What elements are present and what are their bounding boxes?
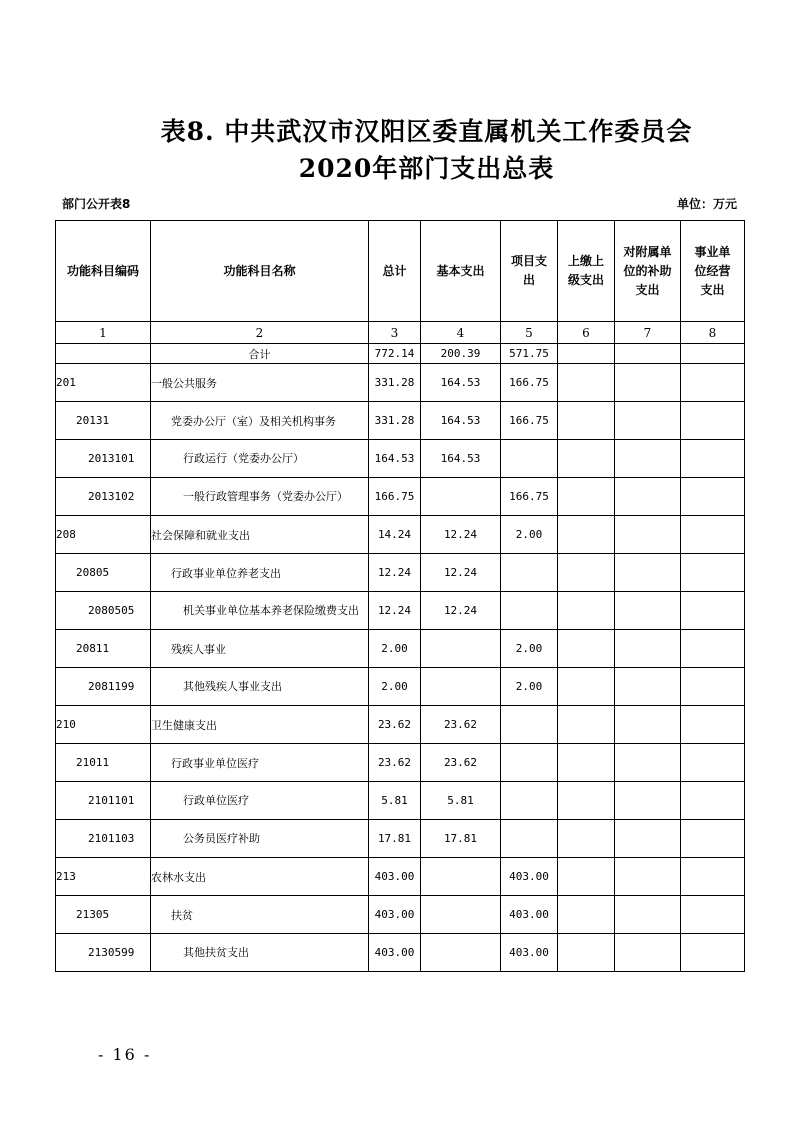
- code-cell: 201: [56, 364, 151, 402]
- total-cell: 23.62: [369, 706, 421, 744]
- table-row: [56, 440, 745, 478]
- upper-cell: [558, 858, 615, 896]
- code-cell: 2013101: [56, 440, 151, 478]
- name-cell: 农林水支出: [151, 858, 369, 896]
- upper-cell: [558, 630, 615, 668]
- expenditure-table: [55, 220, 745, 972]
- name-cell: 卫生健康支出: [151, 706, 369, 744]
- column-header-text: 事业单: [694, 244, 731, 259]
- upper-cell: [558, 668, 615, 706]
- subsidy-cell: [615, 402, 681, 440]
- basic-cell: [421, 858, 501, 896]
- table-row: [56, 402, 745, 440]
- unit-label: 单位：万元: [676, 197, 737, 211]
- total-row: [56, 344, 745, 364]
- name-cell: 行政运行（党委办公厅）: [151, 440, 369, 478]
- column-number: 6: [558, 322, 615, 344]
- name-cell: 行政单位医疗: [151, 782, 369, 820]
- column-header-text: 支出: [635, 282, 660, 297]
- business-cell: [681, 554, 745, 592]
- name-cell: 机关事业单位基本养老保险缴费支出: [151, 592, 369, 630]
- column-header: [56, 221, 151, 322]
- total-cell: 23.62: [369, 744, 421, 782]
- code-cell: 2130599: [56, 934, 151, 972]
- column-header-text: 功能科目编码: [66, 263, 139, 278]
- upper-cell: [558, 820, 615, 858]
- column-number: 2: [151, 322, 369, 344]
- basic-cell: 5.81: [421, 782, 501, 820]
- column-header-text: 支出: [700, 282, 725, 297]
- code-cell: 20805: [56, 554, 151, 592]
- column-header-text: 级支出: [567, 273, 604, 287]
- name-cell: 行政事业单位养老支出: [151, 554, 369, 592]
- name-cell: 社会保障和就业支出: [151, 516, 369, 554]
- name-cell: 党委办公厅（室）及相关机构事务: [151, 402, 369, 440]
- subsidy-cell: [615, 858, 681, 896]
- code-cell: 2081199: [56, 668, 151, 706]
- table-row: [56, 668, 745, 706]
- project-cell: [501, 592, 558, 630]
- table-row: [56, 744, 745, 782]
- total-cell: 164.53: [369, 440, 421, 478]
- business-cell: [681, 402, 745, 440]
- subsidy-cell: [615, 934, 681, 972]
- table-row: [56, 364, 745, 402]
- total-cell: 403.00: [369, 896, 421, 934]
- table-row: [56, 516, 745, 554]
- business-cell: [681, 934, 745, 972]
- upper-cell: [558, 554, 615, 592]
- project-cell: 166.75: [501, 402, 558, 440]
- business-cell: [681, 630, 745, 668]
- table-row: [56, 896, 745, 934]
- column-header-text: 基本支出: [436, 263, 485, 278]
- code-cell: 21011: [56, 744, 151, 782]
- name-cell: 一般行政管理事务（党委办公厅）: [151, 478, 369, 516]
- column-number: 3: [369, 322, 421, 344]
- total-name-cell: 合计: [151, 344, 369, 364]
- upper-cell: [558, 744, 615, 782]
- total-code-cell: [56, 344, 151, 364]
- total-upper-cell: [558, 344, 615, 364]
- table-row: [56, 858, 745, 896]
- business-cell: [681, 516, 745, 554]
- page-number: - 16 -: [98, 1045, 152, 1064]
- project-cell: [501, 782, 558, 820]
- total-project-cell: 571.75: [501, 344, 558, 364]
- table-row: [56, 820, 745, 858]
- code-cell: 2101101: [56, 782, 151, 820]
- column-header-text: 出: [522, 273, 535, 287]
- business-cell: [681, 478, 745, 516]
- code-cell: 2013102: [56, 478, 151, 516]
- column-header-text: 上缴上: [567, 254, 604, 268]
- total-cell: 403.00: [369, 858, 421, 896]
- basic-cell: [421, 668, 501, 706]
- code-cell: 208: [56, 516, 151, 554]
- subsidy-cell: [615, 668, 681, 706]
- business-cell: [681, 440, 745, 478]
- column-header: [615, 221, 681, 322]
- upper-cell: [558, 934, 615, 972]
- column-number-row: [56, 322, 745, 344]
- total-cell: 2.00: [369, 668, 421, 706]
- subsidy-cell: [615, 592, 681, 630]
- basic-cell: 23.62: [421, 706, 501, 744]
- upper-cell: [558, 440, 615, 478]
- project-cell: 403.00: [501, 858, 558, 896]
- name-cell: 公务员医疗补助: [151, 820, 369, 858]
- basic-cell: [421, 478, 501, 516]
- table-body: [56, 322, 745, 972]
- project-cell: 403.00: [501, 934, 558, 972]
- subsidy-cell: [615, 782, 681, 820]
- column-header-text: 总计: [382, 263, 407, 278]
- project-cell: [501, 744, 558, 782]
- column-header-text: 对附属单: [623, 244, 672, 259]
- upper-cell: [558, 706, 615, 744]
- name-cell: 其他扶贫支出: [151, 934, 369, 972]
- upper-cell: [558, 592, 615, 630]
- column-number: 7: [615, 322, 681, 344]
- upper-cell: [558, 516, 615, 554]
- business-cell: [681, 364, 745, 402]
- project-cell: 2.00: [501, 668, 558, 706]
- project-cell: 2.00: [501, 630, 558, 668]
- basic-cell: 12.24: [421, 554, 501, 592]
- subsidy-cell: [615, 896, 681, 934]
- code-cell: 210: [56, 706, 151, 744]
- code-cell: 21305: [56, 896, 151, 934]
- total-cell: 17.81: [369, 820, 421, 858]
- upper-cell: [558, 896, 615, 934]
- code-cell: 213: [56, 858, 151, 896]
- business-cell: [681, 668, 745, 706]
- column-header: [421, 221, 501, 322]
- business-cell: [681, 592, 745, 630]
- basic-cell: 23.62: [421, 744, 501, 782]
- business-cell: [681, 706, 745, 744]
- total-cell: 331.28: [369, 402, 421, 440]
- table-row: [56, 554, 745, 592]
- project-cell: 166.75: [501, 478, 558, 516]
- upper-cell: [558, 364, 615, 402]
- business-cell: [681, 896, 745, 934]
- name-cell: 一般公共服务: [151, 364, 369, 402]
- basic-cell: 12.24: [421, 516, 501, 554]
- total-cell: 5.81: [369, 782, 421, 820]
- name-cell: 扶贫: [151, 896, 369, 934]
- table-row: [56, 478, 745, 516]
- basic-cell: 164.53: [421, 364, 501, 402]
- column-header-text: 项目支: [510, 254, 547, 268]
- subsidy-cell: [615, 516, 681, 554]
- table-row: [56, 782, 745, 820]
- subsidy-cell: [615, 706, 681, 744]
- project-cell: 166.75: [501, 364, 558, 402]
- basic-cell: 164.53: [421, 402, 501, 440]
- total-basic-cell: 200.39: [421, 344, 501, 364]
- basic-cell: 12.24: [421, 592, 501, 630]
- column-number: 5: [501, 322, 558, 344]
- total-cell: 2.00: [369, 630, 421, 668]
- subsidy-cell: [615, 820, 681, 858]
- total-business-cell: [681, 344, 745, 364]
- business-cell: [681, 858, 745, 896]
- column-header: [369, 221, 421, 322]
- table-header-row: [56, 221, 745, 322]
- business-cell: [681, 744, 745, 782]
- code-cell: 20131: [56, 402, 151, 440]
- business-cell: [681, 782, 745, 820]
- subsidy-cell: [615, 554, 681, 592]
- name-cell: 其他残疾人事业支出: [151, 668, 369, 706]
- code-cell: 20811: [56, 630, 151, 668]
- upper-cell: [558, 402, 615, 440]
- document-title-line2: 2020年部门支出总表: [298, 154, 555, 183]
- table-row: [56, 706, 745, 744]
- project-cell: 403.00: [501, 896, 558, 934]
- total-cell: 403.00: [369, 934, 421, 972]
- subsidy-cell: [615, 478, 681, 516]
- total-cell: 12.24: [369, 554, 421, 592]
- total-cell: 331.28: [369, 364, 421, 402]
- name-cell: 残疾人事业: [151, 630, 369, 668]
- total-cell: 12.24: [369, 592, 421, 630]
- basic-cell: [421, 896, 501, 934]
- table-row: [56, 630, 745, 668]
- project-cell: [501, 706, 558, 744]
- basic-cell: [421, 934, 501, 972]
- subsidy-cell: [615, 744, 681, 782]
- basic-cell: [421, 630, 501, 668]
- name-cell: 行政事业单位医疗: [151, 744, 369, 782]
- business-cell: [681, 820, 745, 858]
- total-cell: 14.24: [369, 516, 421, 554]
- column-header: [501, 221, 558, 322]
- column-header: [558, 221, 615, 322]
- column-header: [151, 221, 369, 322]
- column-number: 4: [421, 322, 501, 344]
- code-cell: 2080505: [56, 592, 151, 630]
- project-cell: [501, 440, 558, 478]
- upper-cell: [558, 782, 615, 820]
- column-header-text: 位的补助: [623, 263, 672, 278]
- table-row: [56, 934, 745, 972]
- document-title-line1: 表8. 中共武汉市汉阳区委直属机关工作委员会: [160, 117, 693, 146]
- code-cell: 2101103: [56, 820, 151, 858]
- column-number: 8: [681, 322, 745, 344]
- total-subsidy-cell: [615, 344, 681, 364]
- column-header-text: 位经营: [694, 263, 731, 278]
- project-cell: [501, 820, 558, 858]
- upper-cell: [558, 478, 615, 516]
- column-header-text: 功能科目名称: [223, 263, 296, 278]
- project-cell: [501, 554, 558, 592]
- column-number: 1: [56, 322, 151, 344]
- table-row: [56, 592, 745, 630]
- column-header: [681, 221, 745, 322]
- subsidy-cell: [615, 364, 681, 402]
- subsidy-cell: [615, 440, 681, 478]
- subsidy-cell: [615, 630, 681, 668]
- basic-cell: 17.81: [421, 820, 501, 858]
- table-id-label: 部门公开表8: [62, 197, 131, 211]
- total-total-cell: 772.14: [369, 344, 421, 364]
- project-cell: 2.00: [501, 516, 558, 554]
- total-cell: 166.75: [369, 478, 421, 516]
- basic-cell: 164.53: [421, 440, 501, 478]
